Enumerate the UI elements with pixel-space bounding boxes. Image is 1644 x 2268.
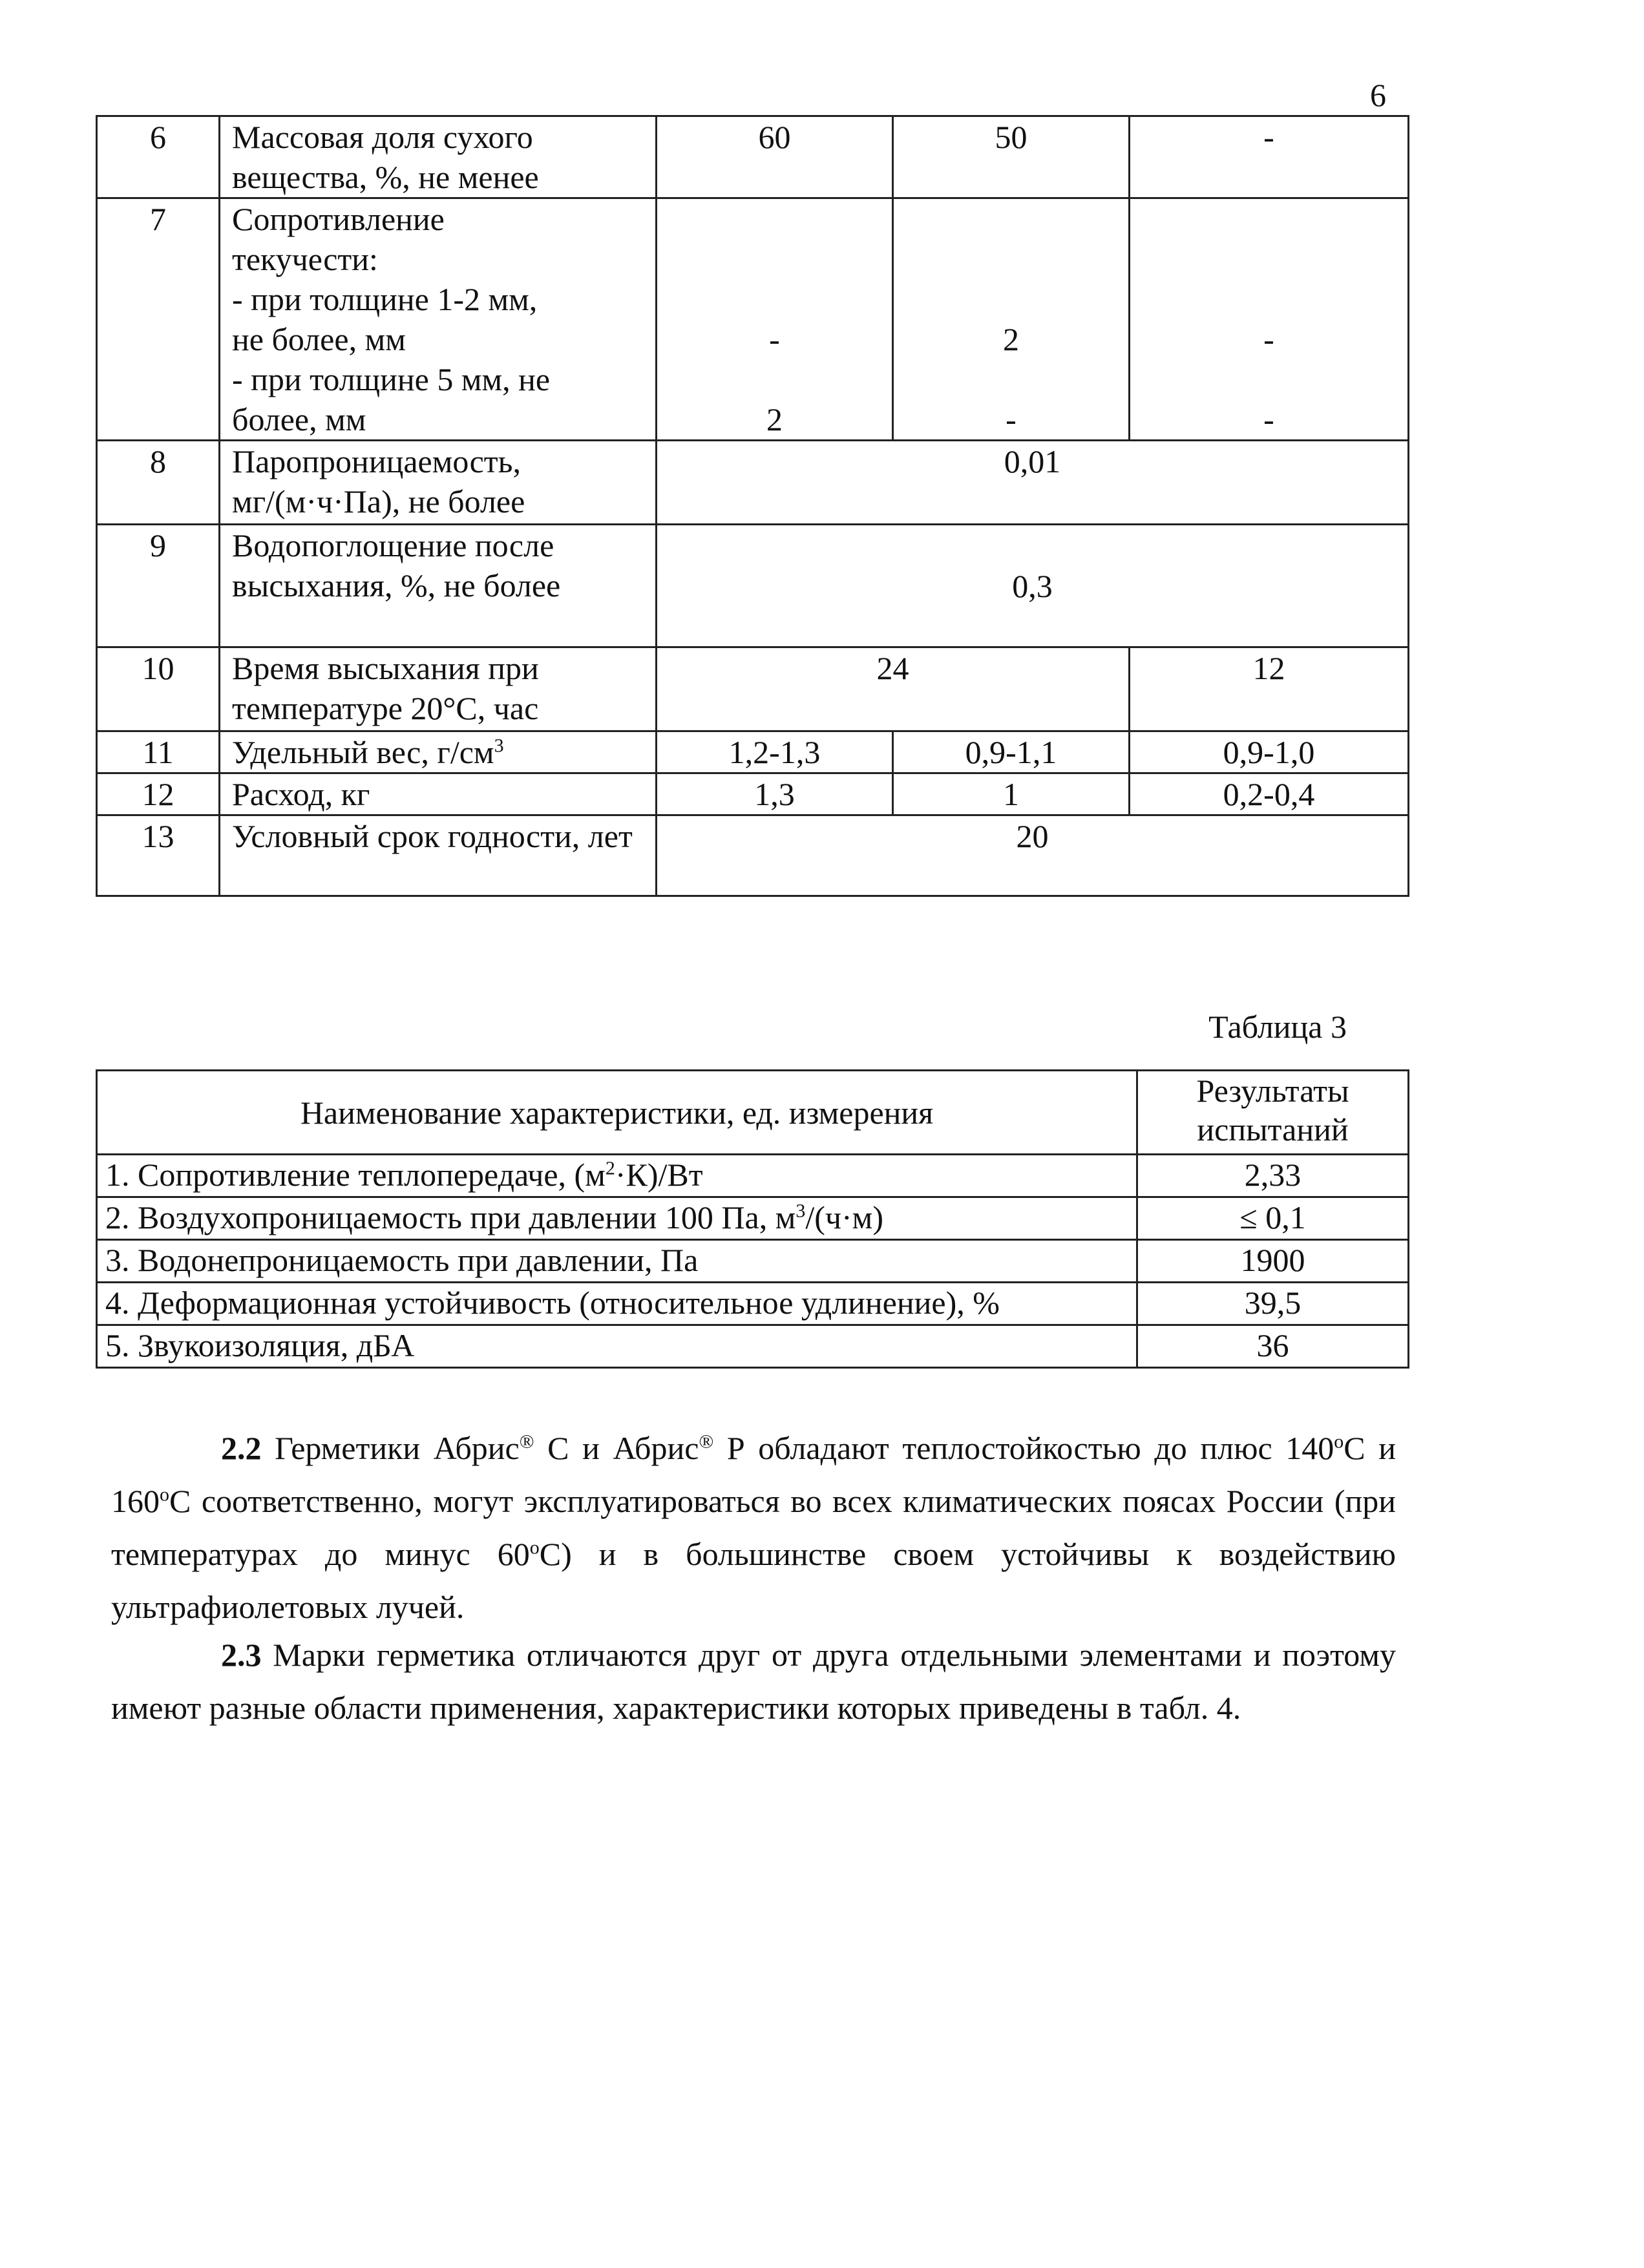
cell-value: -	[1130, 116, 1409, 198]
row-name-part: 2. Воздухопроницаемость при давлении 100 Па, м	[105, 1199, 796, 1235]
row-number: 10	[97, 647, 220, 731]
section-number: 2.3	[221, 1637, 262, 1673]
row-value: 39,5	[1137, 1283, 1409, 1325]
table-header-row	[97, 1071, 1409, 1155]
cell-value: 24	[657, 647, 1130, 731]
row-name-line: Сопротивление	[232, 201, 445, 237]
cell-value: 1,3	[657, 773, 893, 815]
row-name: Условный срок годности, лет	[220, 815, 657, 896]
superscript: 2	[605, 1157, 615, 1179]
degree-mark: о	[1334, 1431, 1344, 1453]
value-line: -	[769, 321, 780, 357]
row-name	[97, 1155, 1137, 1197]
row-name-part: ·К)/Вт	[615, 1157, 703, 1193]
header-result: Результаты испытаний	[1137, 1071, 1409, 1155]
test-results-table	[96, 1069, 1409, 1369]
properties-table-continued	[96, 115, 1409, 897]
cell-value: 20	[657, 815, 1409, 896]
row-name-line: текучести:	[232, 241, 378, 277]
table-row	[97, 647, 1409, 731]
row-name-line: не более, мм	[232, 321, 406, 357]
row-name	[97, 1197, 1137, 1240]
row-value: 1900	[1137, 1240, 1409, 1283]
row-name-part: /(ч·м)	[805, 1199, 883, 1235]
row-name: Время высыхания при температуре 20°С, час	[220, 647, 657, 731]
cell-value: 0,01	[657, 441, 1409, 525]
paragraph-2-2	[111, 1422, 1396, 1633]
degree-mark: о	[160, 1484, 169, 1506]
row-name	[220, 731, 657, 773]
row-value: ≤ 0,1	[1137, 1197, 1409, 1240]
cell-value	[1130, 198, 1409, 441]
cell-value: 1,2-1,3	[657, 731, 893, 773]
row-name-part: 1. Сопротивление теплопередаче, (м	[105, 1157, 606, 1193]
table-row	[97, 1240, 1409, 1283]
paragraph-text: С соответственно, могут эксплуатироваться во всех климатических поясах России (при температурах до минус 60	[111, 1483, 1396, 1572]
value-line: 2	[1003, 321, 1019, 357]
cell-value: 1	[893, 773, 1130, 815]
table-row	[97, 441, 1409, 525]
row-number: 7	[97, 198, 220, 441]
cell-value: 50	[893, 116, 1130, 198]
row-name: Водопоглощение после высыхания, %, не более	[220, 525, 657, 647]
paragraph-text: Марки герметика отличаются друг от друга отдельными элементами и поэтому имеют разные области применения, характеристики которых приведены в табл. 4.	[111, 1637, 1396, 1726]
paragraph-text: Р обладают теплостойкостью до плюс 140	[713, 1430, 1334, 1466]
value-line: -	[1263, 321, 1274, 357]
row-name: Паропроницаемость, мг/(м·ч·Па), не более	[220, 441, 657, 525]
value-line: -	[1263, 401, 1274, 437]
table-row	[97, 198, 1409, 441]
row-name-line: - при толщине 1-2 мм,	[232, 281, 538, 317]
row-name-line: более, мм	[232, 401, 366, 437]
paragraph-text: С) и в большинстве своем устойчивы к воздействию ультрафиолетовых лучей.	[111, 1536, 1396, 1625]
row-number: 12	[97, 773, 220, 815]
row-name-line: - при толщине 5 мм, не	[232, 361, 551, 397]
paragraph-2-3	[111, 1628, 1396, 1734]
table-row	[97, 1325, 1409, 1368]
row-name: Расход, кг	[220, 773, 657, 815]
paragraph-text: С и 160	[111, 1430, 1396, 1519]
row-name-text: Удельный вес, г/см	[232, 734, 494, 770]
degree-mark: о	[529, 1537, 540, 1559]
registered-mark: ®	[519, 1431, 534, 1453]
table-row	[97, 815, 1409, 896]
page-number: 6	[1370, 77, 1386, 113]
table-caption: Таблица 3	[1208, 1009, 1347, 1045]
superscript: 3	[796, 1200, 806, 1222]
row-name: Массовая доля сухого вещества, %, не менее	[220, 116, 657, 198]
cell-value	[657, 198, 893, 441]
section-number: 2.2	[221, 1430, 262, 1466]
paragraph-text: С и Абрис	[534, 1430, 699, 1466]
row-number: 6	[97, 116, 220, 198]
row-value: 36	[1137, 1325, 1409, 1368]
registered-mark: ®	[699, 1431, 714, 1453]
cell-value	[893, 198, 1130, 441]
row-number: 8	[97, 441, 220, 525]
row-name: 3. Водонепроницаемость при давлении, Па	[97, 1240, 1137, 1283]
cell-value: 0,3	[657, 525, 1409, 647]
row-number: 11	[97, 731, 220, 773]
paragraph-text: Герметики Абрис	[261, 1430, 520, 1466]
table-row	[97, 1155, 1409, 1197]
cell-value: 60	[657, 116, 893, 198]
table-row	[97, 731, 1409, 773]
value-line: 2	[766, 401, 783, 437]
cell-value: 0,9-1,0	[1130, 731, 1409, 773]
cell-value: 0,2-0,4	[1130, 773, 1409, 815]
value-line: -	[1006, 401, 1017, 437]
table-row	[97, 773, 1409, 815]
row-value: 2,33	[1137, 1155, 1409, 1197]
row-name	[220, 198, 657, 441]
table-row	[97, 116, 1409, 198]
row-name: 5. Звукоизоляция, дБА	[97, 1325, 1137, 1368]
table-row	[97, 525, 1409, 647]
superscript: 3	[494, 735, 504, 757]
cell-value: 12	[1130, 647, 1409, 731]
cell-value: 0,9-1,1	[893, 731, 1130, 773]
table-row	[97, 1197, 1409, 1240]
row-name: 4. Деформационная устойчивость (относительное удлинение), %	[97, 1283, 1137, 1325]
table-row	[97, 1283, 1409, 1325]
row-number: 13	[97, 815, 220, 896]
row-number: 9	[97, 525, 220, 647]
header-name: Наименование характеристики, ед. измерения	[97, 1071, 1137, 1155]
